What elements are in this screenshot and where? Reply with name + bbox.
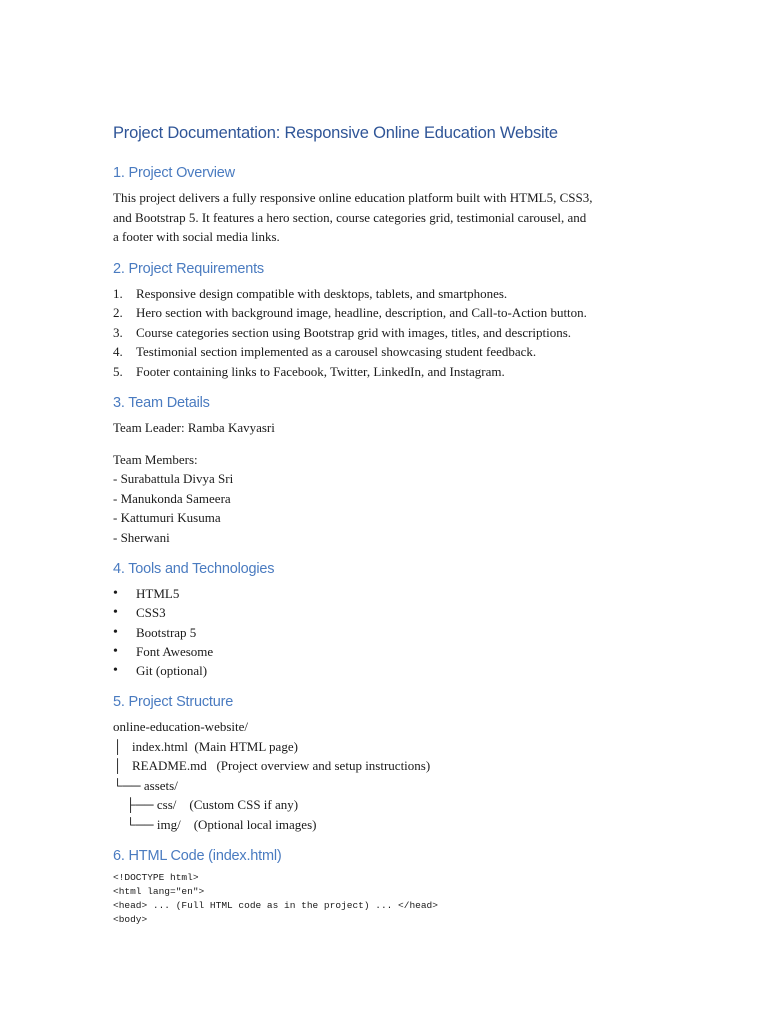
code-line: <html lang="en"> — [113, 886, 205, 898]
team-leader: Team Leader: Ramba Kavyasri — [113, 420, 275, 435]
section-code — [113, 848, 658, 927]
tree-line: └── assets/ — [113, 777, 178, 793]
document-page — [113, 124, 658, 941]
section-heading-team: 3. Team Details — [113, 395, 210, 411]
list-item-text: HTML5 — [136, 586, 180, 601]
list-item-text: Bootstrap 5 — [136, 624, 197, 640]
list-item — [113, 303, 658, 323]
list-item-text: Footer containing links to Facebook, Twitter, LinkedIn, and Instagram. — [136, 363, 505, 379]
code-block — [113, 871, 658, 927]
overview-line: and Bootstrap 5. It features a hero section, course categories grid, testimonial carousel, and — [113, 209, 587, 225]
bullet-icon: • — [113, 643, 118, 659]
tree-line: │ README.md (Project overview and setup instructions) — [113, 758, 431, 774]
section-requirements — [113, 261, 658, 382]
section-overview — [113, 165, 658, 247]
team-member: - Manukonda Sameera — [113, 490, 231, 506]
code-line: <!DOCTYPE html> — [113, 872, 199, 884]
list-item — [113, 342, 658, 362]
list-number: 1. — [113, 285, 123, 301]
list-item — [113, 642, 658, 661]
list-item-text: Responsive design compatible with desktops, tablets, and smartphones. — [136, 285, 508, 301]
overview-line: a footer with social media links. — [113, 229, 280, 244]
section-heading-overview: 1. Project Overview — [113, 165, 235, 181]
section-team — [113, 395, 658, 547]
tree-line: │ index.html (Main HTML page) — [113, 738, 298, 754]
list-item-text: CSS3 — [136, 605, 166, 621]
overview-line: This project delivers a fully responsive online education platform built with HTML5, CSS3, — [113, 190, 593, 205]
section-heading-tools: 4. Tools and Technologies — [113, 561, 275, 577]
list-item-text: Font Awesome — [136, 643, 214, 659]
list-item-text: Hero section with background image, headline, description, and Call-to-Action button. — [136, 305, 587, 320]
tree-line: online-education-website/ — [113, 719, 249, 735]
tree-line: ├── css/ (Custom CSS if any) — [113, 797, 299, 813]
list-number: 4. — [113, 344, 123, 359]
document-title: Project Documentation: Responsive Online Education Website — [113, 124, 558, 142]
code-line: <body> — [113, 914, 148, 926]
list-number: 3. — [113, 324, 123, 340]
list-item — [113, 584, 658, 603]
list-item — [113, 323, 658, 343]
section-tools — [113, 561, 658, 680]
tools-list — [113, 584, 658, 680]
code-line: <head> ... (Full HTML code as in the project) ... </head> — [113, 900, 438, 912]
list-item — [113, 661, 658, 680]
list-item — [113, 623, 658, 642]
team-member: - Surabattula Divya Sri — [113, 471, 234, 486]
section-heading-structure: 5. Project Structure — [113, 694, 234, 711]
list-item-text: Course categories section using Bootstrap grid with images, titles, and descriptions. — [136, 324, 572, 340]
section-structure — [113, 694, 658, 834]
section-heading-requirements: 2. Project Requirements — [113, 260, 264, 277]
team-member: - Kattumuri Kusuma — [113, 510, 221, 525]
list-number: 5. — [113, 363, 123, 379]
team-member: - Sherwani — [113, 529, 170, 545]
list-item — [113, 362, 658, 382]
list-item — [113, 603, 658, 622]
bullet-icon: • — [113, 624, 118, 640]
list-item-text: Git (optional) — [136, 663, 208, 679]
list-item — [113, 284, 658, 304]
list-number: 2. — [113, 305, 123, 320]
list-item-text: Testimonial section implemented as a carousel showcasing student feedback. — [136, 344, 537, 359]
team-members-label: Team Members: — [113, 451, 198, 467]
bullet-icon: • — [113, 586, 118, 601]
bullet-icon: • — [113, 605, 118, 621]
bullet-icon: • — [113, 663, 118, 679]
section-heading-code: 6. HTML Code (index.html) — [113, 848, 282, 865]
requirements-list — [113, 284, 658, 382]
tree-line: └── img/ (Optional local images) — [113, 816, 317, 832]
